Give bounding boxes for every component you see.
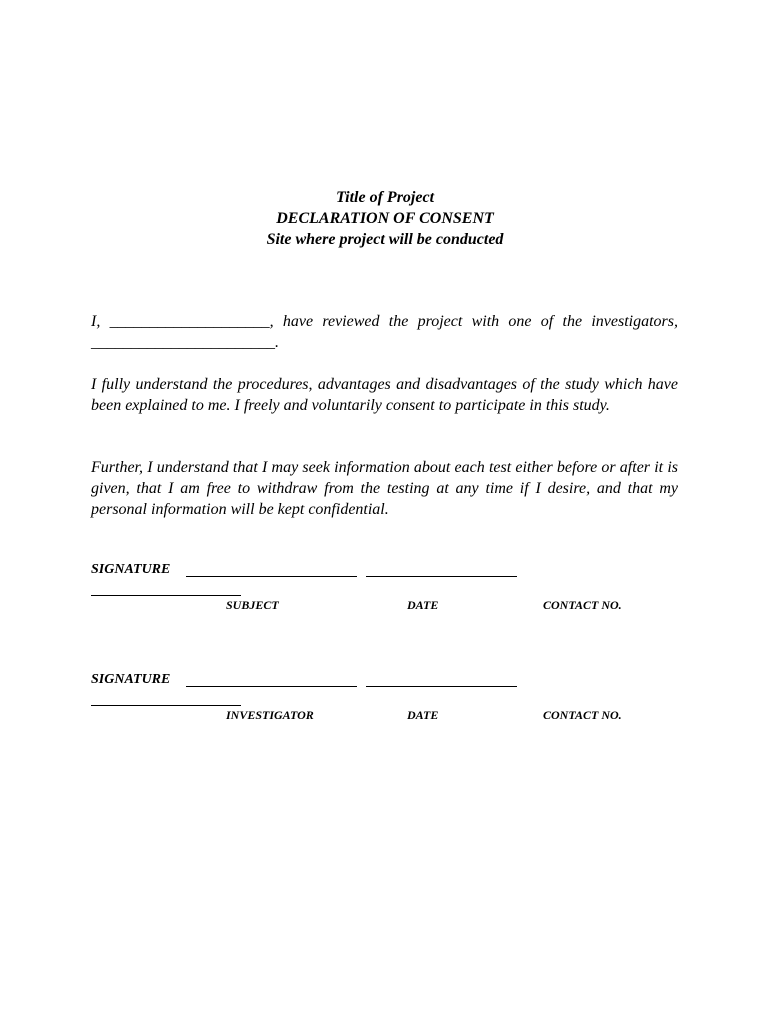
investigator-signature-label: SIGNATURE <box>91 672 171 687</box>
subject-signature-line[interactable] <box>186 576 357 577</box>
withdrawal-paragraph: Further, I understand that I may seek information about each test either before or after it is given, that I am free to withdraw from the testing at any time if I desire, and that my personal information will be kept confidential. <box>91 459 678 518</box>
investigator-caption: INVESTIGATOR <box>226 708 314 722</box>
subject-contact-caption: CONTACT NO. <box>543 598 622 612</box>
understanding-paragraph: I fully understand the procedures, advantages and disadvantages of the study which have been explained to me. I freely and voluntarily consent to participate in this study. <box>91 376 678 414</box>
subject-date-line[interactable] <box>366 576 517 577</box>
investigator-signature-line[interactable] <box>186 686 357 687</box>
document-header <box>0 187 770 250</box>
declaration-heading: DECLARATION OF CONSENT <box>276 210 494 227</box>
review-statement-paragraph: I, ____________________, have reviewed the project with one of the investigators, _______________________. <box>91 313 678 351</box>
subject-date-caption: DATE <box>407 598 439 612</box>
investigator-contact-caption: CONTACT NO. <box>543 708 622 722</box>
investigator-contact-line[interactable] <box>91 705 241 706</box>
subject-signature-label: SIGNATURE <box>91 562 171 577</box>
project-site: Site where project will be conducted <box>266 231 504 248</box>
investigator-date-caption: DATE <box>407 708 439 722</box>
subject-contact-line[interactable] <box>91 595 241 596</box>
investigator-date-line[interactable] <box>366 686 517 687</box>
project-title: Title of Project <box>335 189 435 206</box>
subject-caption: SUBJECT <box>226 598 279 612</box>
